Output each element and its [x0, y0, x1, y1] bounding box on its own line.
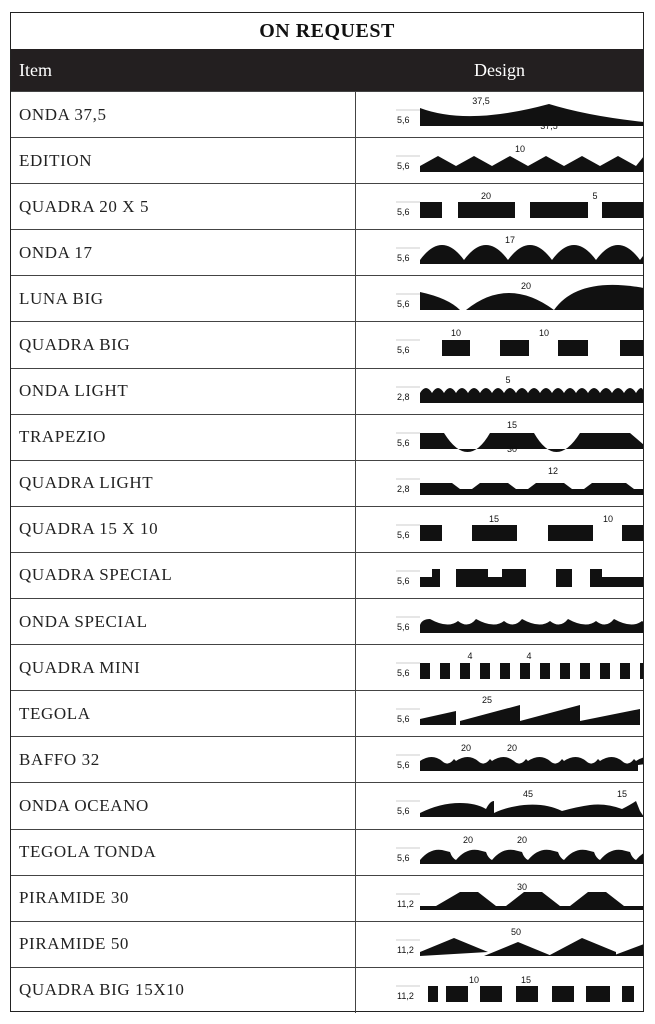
design-cell — [356, 968, 643, 1013]
design-cell — [356, 369, 643, 414]
table-row — [11, 690, 643, 736]
table-row — [11, 414, 643, 460]
item-name: ONDA OCEANO — [11, 783, 356, 828]
profile-shape — [420, 285, 643, 310]
design-cell — [356, 415, 643, 460]
profile-shape — [420, 892, 643, 910]
profile-shape — [420, 938, 643, 956]
item-name: ONDA 37,5 — [11, 92, 356, 137]
profile-shape — [420, 483, 643, 495]
dimension-label: 25 — [481, 695, 493, 706]
design-cell — [356, 322, 643, 367]
profile-drawing — [356, 737, 643, 782]
design-cell — [356, 783, 643, 828]
design-cell — [356, 553, 643, 598]
height-label: 11,2 — [397, 898, 414, 909]
profile-drawing — [356, 783, 643, 828]
dimension-label: 10 — [514, 144, 526, 155]
profile-shape — [420, 663, 643, 679]
profile-drawing — [356, 922, 643, 967]
profile-shape — [420, 569, 643, 587]
profile-drawing — [356, 645, 643, 690]
table-row — [11, 183, 643, 229]
table-row — [11, 967, 643, 1013]
dimension-label: 50 — [510, 926, 522, 937]
profile-drawing — [356, 507, 643, 552]
height-label: 11,2 — [397, 944, 414, 955]
profile-drawing — [356, 876, 643, 921]
profile-drawing — [356, 415, 643, 460]
profile-shape — [420, 757, 643, 771]
profile-shape — [420, 525, 643, 541]
profile-shape — [420, 849, 643, 863]
header-item: Item — [19, 59, 52, 80]
profile-drawing — [356, 968, 643, 1013]
design-cell — [356, 830, 643, 875]
profile-shape — [420, 340, 643, 356]
table-row — [11, 460, 643, 506]
dimension-label: 5 — [592, 191, 598, 202]
height-label: 5,6 — [397, 207, 410, 218]
height-label: 5,6 — [397, 529, 410, 540]
design-cell — [356, 737, 643, 782]
profile-shape — [420, 433, 643, 452]
item-name: QUADRA 15 X 10 — [11, 507, 356, 552]
profile-drawing — [356, 322, 643, 367]
item-name: TEGOLA TONDA — [11, 830, 356, 875]
profile-drawing — [356, 599, 643, 644]
design-cell — [356, 507, 643, 552]
dimension-label: 45 — [522, 789, 534, 800]
design-cell — [356, 138, 643, 183]
profile-drawing — [356, 369, 643, 414]
profile-drawing — [356, 461, 643, 506]
dimension-label: 15 — [616, 789, 628, 800]
item-name: QUADRA SPECIAL — [11, 553, 356, 598]
design-cell — [356, 691, 643, 736]
design-cell — [356, 461, 643, 506]
item-name: LUNA BIG — [11, 276, 356, 321]
dimension-label: 5 — [505, 374, 511, 385]
table-row — [11, 736, 643, 782]
dimension-label: 20 — [460, 743, 472, 754]
table-row — [11, 782, 643, 828]
profile-drawing — [356, 691, 643, 736]
table-header — [11, 49, 643, 91]
dimension-label: 20 — [462, 834, 474, 845]
profile-drawing — [356, 830, 643, 875]
profile-drawing — [356, 92, 643, 137]
dimension-label: 10 — [538, 328, 550, 339]
height-label: 5,6 — [397, 714, 410, 725]
profile-shape — [420, 104, 643, 126]
height-label: 5,6 — [397, 622, 410, 633]
dimension-label: 30 — [506, 443, 518, 454]
height-label: 5,6 — [397, 161, 410, 172]
design-cell — [356, 922, 643, 967]
table-row — [11, 368, 643, 414]
table-row — [11, 137, 643, 183]
height-label: 5,6 — [397, 575, 410, 586]
dimension-label: 15 — [520, 974, 532, 985]
dimension-label: 20 — [480, 191, 492, 202]
height-label: 5,6 — [397, 852, 410, 863]
dimension-label: 37,5 — [472, 96, 490, 106]
table-row — [11, 321, 643, 367]
product-table — [10, 12, 644, 1012]
profile-shape — [420, 245, 643, 264]
design-cell — [356, 276, 643, 321]
table-row — [11, 829, 643, 875]
height-label: 5,6 — [397, 345, 410, 356]
height-label: 2,8 — [397, 391, 410, 402]
dimension-label: 12 — [547, 465, 559, 476]
table-row — [11, 229, 643, 275]
dimension-label: 4 — [526, 651, 532, 662]
design-cell — [356, 645, 643, 690]
item-name: QUADRA MINI — [11, 645, 356, 690]
item-name: EDITION — [11, 138, 356, 183]
dimension-label: 15 — [506, 419, 518, 430]
profile-drawing — [356, 184, 643, 229]
dimension-label: 20 — [506, 743, 518, 754]
item-name: QUADRA 20 X 5 — [11, 184, 356, 229]
height-label: 5,6 — [397, 668, 410, 679]
table-row — [11, 598, 643, 644]
design-cell — [356, 876, 643, 921]
table-body — [11, 91, 643, 1013]
item-name: ONDA 17 — [11, 230, 356, 275]
height-label: 5,6 — [397, 299, 410, 310]
item-name: TEGOLA — [11, 691, 356, 736]
item-name: PIRAMIDE 30 — [11, 876, 356, 921]
height-label: 5,6 — [397, 806, 410, 817]
profile-drawing — [356, 276, 643, 321]
dimension-label: 30 — [516, 881, 528, 892]
profile-shape — [420, 202, 643, 218]
profile-drawing — [356, 138, 643, 183]
dimension-label: 15 — [488, 513, 500, 524]
dimension-label: 20 — [520, 281, 532, 292]
design-cell — [356, 184, 643, 229]
item-name: QUADRA BIG — [11, 322, 356, 367]
height-label: 11,2 — [397, 990, 414, 1001]
height-label: 2,8 — [397, 483, 410, 494]
item-name: ONDA SPECIAL — [11, 599, 356, 644]
table-title: ON REQUEST — [259, 19, 395, 42]
design-cell — [356, 92, 643, 137]
item-name: QUADRA LIGHT — [11, 461, 356, 506]
height-label: 5,6 — [397, 253, 410, 264]
table-row — [11, 506, 643, 552]
item-name: BAFFO 32 — [11, 737, 356, 782]
profile-shape — [420, 705, 640, 725]
profile-shape — [420, 801, 643, 817]
item-name: TRAPEZIO — [11, 415, 356, 460]
dimension-label: 10 — [602, 513, 614, 524]
profile-drawing — [356, 553, 643, 598]
item-name: ONDA LIGHT — [11, 369, 356, 414]
height-label: 5,6 — [397, 437, 410, 448]
dimension-label: 10 — [468, 974, 480, 985]
table-row — [11, 921, 643, 967]
profile-shape — [420, 388, 643, 403]
height-label: 5,6 — [397, 115, 410, 125]
profile-shape — [420, 986, 643, 1002]
dimension-label: 10 — [450, 328, 462, 339]
table-row — [11, 875, 643, 921]
table-row — [11, 275, 643, 321]
profile-drawing — [356, 230, 643, 275]
item-name: PIRAMIDE 50 — [11, 922, 356, 967]
dimension-label: 17 — [504, 235, 516, 246]
table-row — [11, 644, 643, 690]
design-cell — [356, 599, 643, 644]
header-design: Design — [474, 59, 525, 80]
table-row — [11, 552, 643, 598]
dimension-label: 20 — [516, 834, 528, 845]
table-row — [11, 91, 643, 137]
dimension-label: 4 — [467, 651, 473, 662]
item-name: QUADRA BIG 15X10 — [11, 968, 356, 1013]
height-label: 5,6 — [397, 760, 410, 771]
dimension-label: 37,5 — [540, 121, 558, 131]
design-cell — [356, 230, 643, 275]
profile-shape — [420, 156, 643, 172]
profile-shape — [420, 619, 643, 633]
